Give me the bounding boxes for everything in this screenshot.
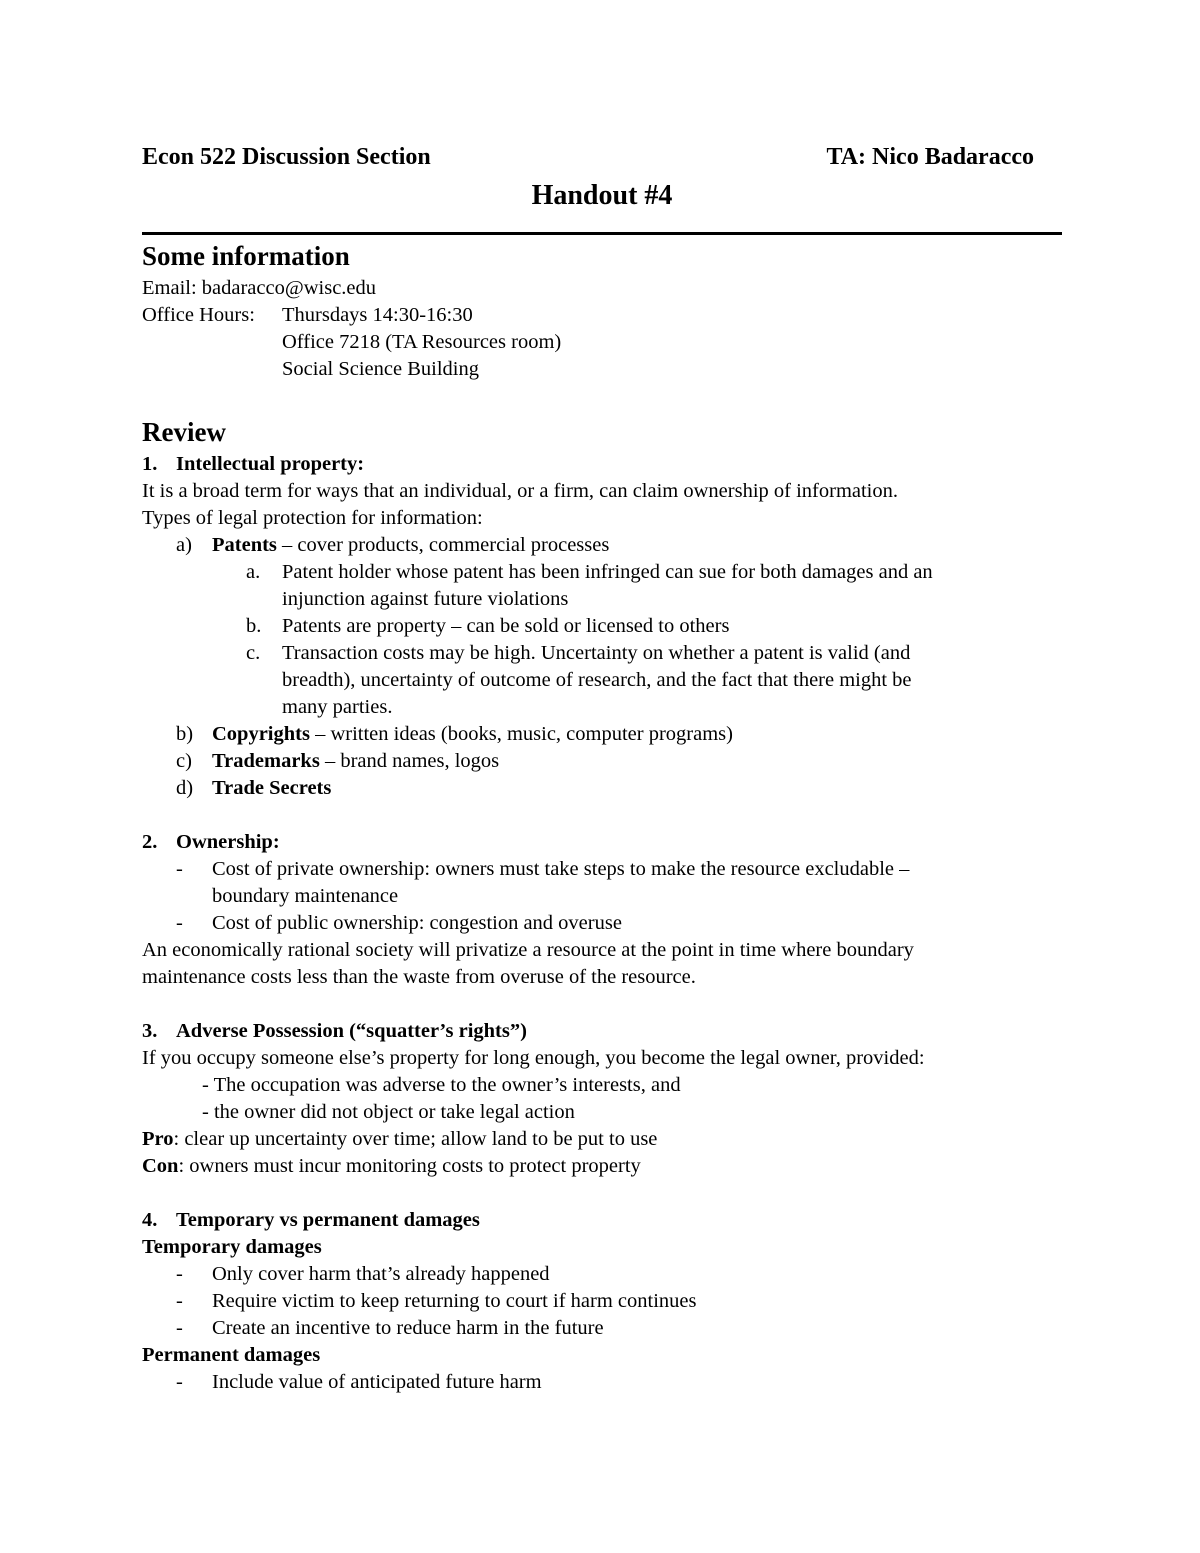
temp-item-1: [142, 1261, 1062, 1288]
bullet-private-ownership-cont: boundary maintenance: [212, 885, 399, 907]
office-hours-time: Thursdays 14:30-16:30: [282, 304, 473, 326]
course-title: Econ 522 Discussion Section: [142, 144, 431, 170]
list-item-term: Trade Secrets: [212, 777, 332, 799]
handout-title: Handout #4: [531, 180, 673, 211]
list-marker: b): [176, 723, 194, 745]
sub-item-a-cont: injunction against future violations: [282, 588, 569, 610]
condition-1: - The occupation was adverse to the owner’s interests, and: [202, 1074, 681, 1096]
office-room: Office 7218 (TA Resources room): [282, 331, 562, 353]
sub-item-c-cont-1: breadth), uncertainty of outcome of research, and the fact that there might be: [282, 669, 912, 691]
bullet-text: Only cover harm that’s already happened: [212, 1263, 550, 1285]
dash-marker: -: [176, 858, 183, 880]
dash-marker: -: [176, 1317, 183, 1339]
handout-page: [142, 140, 1062, 1396]
review-heading: Review: [142, 417, 226, 447]
pro-label: Pro: [142, 1128, 174, 1150]
con-text: : owners must incur monitoring costs to protect property: [178, 1155, 641, 1177]
dash-marker: -: [176, 912, 183, 934]
sub-item-c-cont-2: many parties.: [282, 696, 393, 718]
sub-marker: a.: [246, 561, 261, 583]
dash-marker: -: [176, 1263, 183, 1285]
ta-name: TA: Nico Badaracco: [826, 144, 1034, 170]
section-1-paragraph-2: Types of legal protection for information:: [142, 507, 483, 529]
con-label: Con: [142, 1155, 179, 1177]
section-3-paragraph: If you occupy someone else’s property for long enough, you become the legal owner, provided:: [142, 1047, 925, 1069]
list-item-patents: [142, 532, 1062, 559]
section-3-label: Adverse Possession (“squatter’s rights”): [176, 1020, 527, 1042]
section-1-title: [142, 451, 1062, 478]
section-1-number: 1.: [142, 453, 158, 475]
section-1-paragraph-1: It is a broad term for ways that an individual, or a firm, can claim ownership of information.: [142, 480, 899, 502]
perm-item-1: [142, 1369, 1062, 1396]
sub-item-a: [142, 559, 1062, 586]
section-2-label: Ownership:: [176, 831, 280, 853]
email-line: Email: badaracco@wisc.edu: [142, 277, 377, 299]
bullet-public-ownership: [142, 910, 1062, 937]
bullet-text: Cost of public ownership: congestion and overuse: [212, 912, 622, 934]
bullet-text: Create an incentive to reduce harm in the future: [212, 1317, 604, 1339]
section-2-paragraph-1: An economically rational society will privatize a resource at the point in time where boundary: [142, 939, 914, 961]
pro-line: [142, 1126, 1062, 1153]
section-4-number: 4.: [142, 1209, 158, 1231]
bullet-text: Include value of anticipated future harm: [212, 1371, 542, 1393]
info-heading: Some information: [142, 241, 350, 271]
bullet-text: Cost of private ownership: owners must take steps to make the resource excludable –: [212, 858, 910, 880]
list-item-trademarks: [142, 748, 1062, 775]
temporary-damages-heading: Temporary damages: [142, 1236, 322, 1258]
sub-item-c: [142, 640, 1062, 667]
permanent-damages-heading: Permanent damages: [142, 1344, 321, 1366]
sub-item-text: Patent holder whose patent has been infringed can sue for both damages and an: [282, 561, 933, 583]
section-2-paragraph-2: maintenance costs less than the waste from overuse of the resource.: [142, 966, 696, 988]
list-item-text: – cover products, commercial processes: [276, 534, 610, 556]
sub-item-b: [142, 613, 1062, 640]
office-hours-line: [142, 302, 1062, 329]
sub-marker: b.: [246, 615, 262, 637]
temp-item-2: [142, 1288, 1062, 1315]
list-item-trade-secrets: [142, 775, 1062, 802]
section-2-number: 2.: [142, 831, 158, 853]
dash-marker: -: [176, 1290, 183, 1312]
document-header: [142, 140, 1062, 176]
section-2-title: [142, 829, 1062, 856]
office-building: Social Science Building: [282, 358, 479, 380]
bullet-text: Require victim to keep returning to court if harm continues: [212, 1290, 697, 1312]
dash-marker: -: [176, 1371, 183, 1393]
section-4-title: [142, 1207, 1062, 1234]
section-3-title: [142, 1018, 1062, 1045]
list-item-term: Copyrights: [212, 723, 310, 745]
sub-item-text: Patents are property – can be sold or licensed to others: [282, 615, 730, 637]
list-item-text: – brand names, logos: [319, 750, 500, 772]
pro-text: : clear up uncertainty over time; allow land to be put to use: [173, 1128, 658, 1150]
sub-marker: c.: [246, 642, 261, 664]
list-marker: a): [176, 534, 192, 556]
con-line: [142, 1153, 1062, 1180]
list-marker: d): [176, 777, 194, 799]
temp-item-3: [142, 1315, 1062, 1342]
list-item-term: Patents: [212, 534, 277, 556]
list-item-text: – written ideas (books, music, computer programs): [309, 723, 733, 745]
condition-2: - the owner did not object or take legal action: [202, 1101, 575, 1123]
section-1-label: Intellectual property:: [176, 453, 365, 475]
sub-item-text: Transaction costs may be high. Uncertainty on whether a patent is valid (and: [282, 642, 911, 664]
list-marker: c): [176, 750, 192, 772]
bullet-private-ownership: [142, 856, 1062, 883]
section-3-number: 3.: [142, 1020, 158, 1042]
office-hours-label: Office Hours:: [142, 304, 255, 326]
list-item-copyrights: [142, 721, 1062, 748]
title-rule: [142, 232, 1062, 235]
section-4-label: Temporary vs permanent damages: [176, 1209, 480, 1231]
list-item-term: Trademarks: [212, 750, 320, 772]
